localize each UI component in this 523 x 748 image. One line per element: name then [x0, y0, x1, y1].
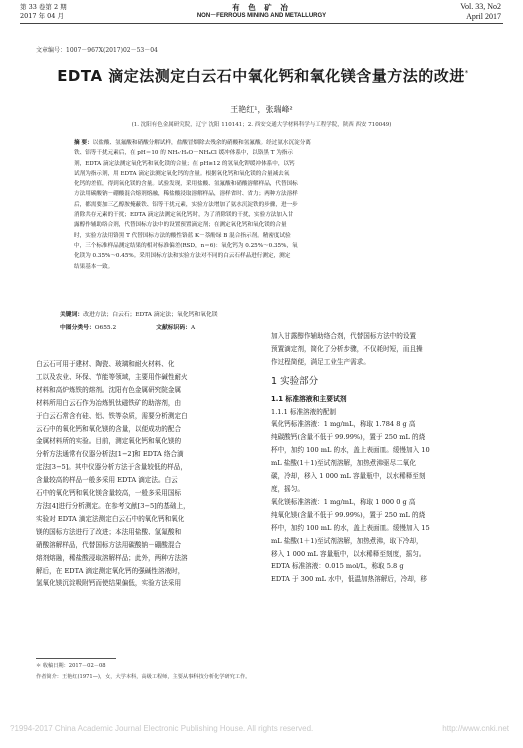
text-line: 纯氧化镁(含量不低于 99.99%)，置于 250 mL 的烧: [271, 510, 426, 519]
text-line: 化镁为 0.35%～0.45%。采用国标方法和实验方法对不同的白云石样品进行测定，测定: [74, 253, 291, 260]
header-volume-en: Vol. 33, No2: [460, 2, 501, 11]
text-line: 石中的氧化钙和氧化镁含量较高，一般多采用国标: [36, 489, 182, 498]
text-line: 方法用碳酸钠－硼酸混合熔剂熔融，稀盐酸浸取溶解样品，溶样省时、省力；两种方法溶样: [74, 191, 298, 198]
text-line: 化钙的差值，得到氧化镁的含量。试验发现，采用盐酸、氢氟酸和硝酸溶解样品，代替国标: [74, 181, 298, 188]
text-line: 剂，EDTA 滴定法测定氧化钙和氧化镁的合量；在 pH≥12 的氢氧化钾缓冲体系中，以钙: [74, 160, 295, 167]
text-line: 作过程简便，满足工业生产需求。: [271, 357, 370, 366]
header-date-cn: 2017 年 04 月: [20, 12, 65, 20]
right-body-text: [271, 418, 494, 586]
text-line: 材料所用白云石作为冶炼钒钛磁铁矿的助溶剂，由: [36, 398, 182, 407]
text-line: mL 盐酸(1＋1)至试剂溶解，加热煮沸驱尽二氧化: [271, 459, 416, 468]
right-intro-text: [271, 330, 494, 369]
running-header: [0, 0, 523, 24]
footer-url[interactable]: http://www.cnki.net: [442, 724, 509, 733]
authors: 王艳红¹，张瑞峰²: [230, 105, 293, 114]
text-line: 硝酸溶解样品，代替国标方法用碳酸钠－硼酸混合: [36, 540, 182, 549]
journal-name-en: NON－FERROUS MINING AND METALLURGY: [196, 13, 327, 19]
paper-title: [30, 65, 496, 86]
text-line: 度，摇匀。: [271, 484, 304, 493]
clc-number: O655.2: [94, 325, 117, 331]
footnote-received: ＊ 收稿日期：2017－02－08: [36, 663, 106, 669]
left-column-text: [36, 358, 258, 590]
paper-title-text: EDTA 滴定法测定白云石中氧化钙和氧化镁含量方法的改进: [57, 67, 465, 85]
journal-name-cn: 有 色 矿 冶: [232, 3, 291, 12]
text-line: 结果基本一致。: [74, 263, 114, 270]
abstract-line-first: [74, 138, 454, 148]
text-line: 实验对 EDTA 滴定法测定白云石中的氧化钙和氧化: [36, 514, 185, 523]
clc-label: 中图分类号：: [60, 325, 95, 331]
text-line: 加入甘露醇作辅助络合剂，代替国标方法中的设置: [271, 332, 417, 340]
text-line: 中，三个标准样品测定结果的相对标准偏差(RSD，n＝6)：氧化钙为 0.25%～0.35%，氧: [74, 242, 298, 249]
subsection-heading: 1.1 标准溶液和主要试剂: [271, 394, 347, 403]
text-line: EDTA 标准溶液：0.015 mol/L，称取 5.8 g: [271, 562, 404, 571]
header-left: [20, 3, 67, 21]
text-line: 定法[3−5]。其中仪器分析方法于含量较低的样品，: [36, 463, 187, 472]
text-line: 材料和高炉炼铁的熔剂。沈阳有色金属研究院金属: [36, 385, 182, 394]
title-footnote-mark: *: [464, 69, 469, 77]
abstract-line: 以盐酸、氢氟酸和硝酸分解试样，盐酸冒烟除去残余的硝酸和氢氟酸。经过氨水沉淀分离: [92, 140, 311, 146]
text-line: 熔剂熔融，稀盐酸浸取溶解样品；此外，两种方法溶: [36, 553, 188, 562]
article-number: 文章编号：1007－967X(2017)02－53－04: [36, 47, 158, 54]
doc-code: A: [190, 325, 196, 331]
text-line: 白云石可用于建材、陶瓷、玻璃和耐火材料、化: [36, 360, 175, 368]
text-line: 后，都需要加三乙醇胺掩蔽铁、铝等干扰元素，实验方法增加了氨水沉淀铁的步骤，进一步: [74, 201, 298, 208]
footnote-author: 作者简介：王艳红(1971—)，女，大学本科，高级工程师，主要从事科技分析化学研究工作。: [36, 674, 251, 680]
keywords-text: 改进方法；白云石；EDTA 滴定法；氧化钙和氧化镁: [83, 312, 218, 318]
text-line: 方法[4]进行分析测定。在参考文献[3−5]的基础上，: [36, 501, 190, 510]
abstract-label: 摘 要：: [74, 140, 93, 146]
keywords-label: 关键词：: [60, 312, 84, 318]
right-column: [271, 330, 494, 586]
text-line: 铁、铝等干扰元素后，在 pH＝10 的 NH₃·H₂O－NH₄Cl 缓冲体系中，以铬黑 T 为指示: [74, 150, 293, 157]
text-line: 氧化镁标准溶液：1 mg/mL，称取 1 000 0 g 高: [271, 497, 416, 506]
text-line: 于白云石常含有硅、铝、铁等杂质，需要分析测定白: [36, 411, 188, 420]
header-center: [150, 3, 373, 20]
text-line: 碳，冷却，移入 1 000 mL 容量瓶中，以水稀释至刻: [271, 472, 426, 481]
text-line: 纯碳酸钙(含量不低于 99.99%)，置于 250 mL 的烧: [271, 433, 426, 442]
text-line: mL 盐酸(1＋1)至试剂溶解，加热煮沸，取下冷却，: [271, 536, 423, 545]
text-line: 时，实验方法用铬黑 T 代替国标方法的酸性铬蓝 K－萘酚绿 B 混合指示剂。精密度试验: [74, 232, 291, 239]
text-line: 杯中，加约 100 mL 的水，盖上表面皿。缓慢加入 10: [271, 446, 430, 455]
text-line: 工以及农业、环保、节能等领域，主要用作碱性耐火: [36, 372, 188, 381]
text-line: 含量较高的样品一般多采用 EDTA 滴定法。白云: [36, 476, 178, 485]
footer-copyright: ?1994-2017 China Academic Journal Electronic Publishing House. All rights reserved.: [10, 724, 314, 733]
abstract-body: [74, 148, 454, 272]
text-line: 氧化钙标准溶液：1 mg/mL，称取 1.784 8 g 高: [271, 420, 416, 429]
text-line: 云石中的氧化钙和氧化镁的含量，以便成功的配合: [36, 424, 182, 433]
header-volume-cn: 第 33 卷第 2 期: [20, 3, 67, 11]
header-rule: [20, 23, 503, 24]
footnote-rule: [36, 658, 116, 659]
text-line: 镁的国标方法进行了改进；本法用盐酸、氢氟酸和: [36, 527, 182, 536]
header-right: [460, 2, 501, 22]
text-line: 分析方法通常有仪器分析法[1−2]和 EDTA 络合滴: [36, 450, 184, 459]
subsubsection-heading: 1.1.1 标准溶液的配制: [271, 407, 337, 416]
text-line: 试剂为指示剂，用 EDTA 滴定法测定氧化钙的含量。根据氧化钙和氧化镁的合量减去氧: [74, 170, 290, 177]
affiliation: (1. 沈阳有色金属研究院，辽宁 沈阳 110141；2. 西安交通大学材料科学与工程学院，陕西 西安 710049): [131, 122, 392, 128]
keywords: [60, 309, 218, 318]
text-line: 解后，在 EDTA 滴定测定氧化钙的强碱性溶液时，: [36, 566, 185, 575]
doc-code-label: 文献标识码：: [156, 325, 191, 331]
text-line: 预置滴定剂，简化了分析步骤，不仅耗时短，而且操: [271, 344, 423, 353]
text-line: 氢氧化镁沉淀吸附钙而使结果偏低，实验方法采用: [36, 579, 182, 588]
text-line: 杯中，加约 100 mL 的水，盖上表面皿。缓慢加入 15: [271, 523, 430, 532]
header-date-en: April 2017: [466, 12, 501, 21]
text-line: 露醇作辅助络合剂，代替国标方法中的设置预置滴定剂；在测定氧化钙和氧化镁的合量: [74, 222, 287, 229]
section-heading: 1 实验部分: [271, 375, 319, 387]
text-line: 消除共存元素的干扰；EDTA 滴定法测定氧化钙时，为了消除镁的干扰，实验方法加入甘: [74, 212, 294, 219]
abstract: [74, 138, 454, 272]
text-line: EDTA 于 300 mL 水中，低温加热溶解后，冷却，移: [271, 575, 427, 584]
text-line: 移入 1 000 mL 容量瓶中，以水稀释至刻度，摇匀。: [271, 549, 426, 558]
text-line: 金属材料所的实验。目前，测定氧化钙和氧化镁的: [36, 437, 182, 446]
